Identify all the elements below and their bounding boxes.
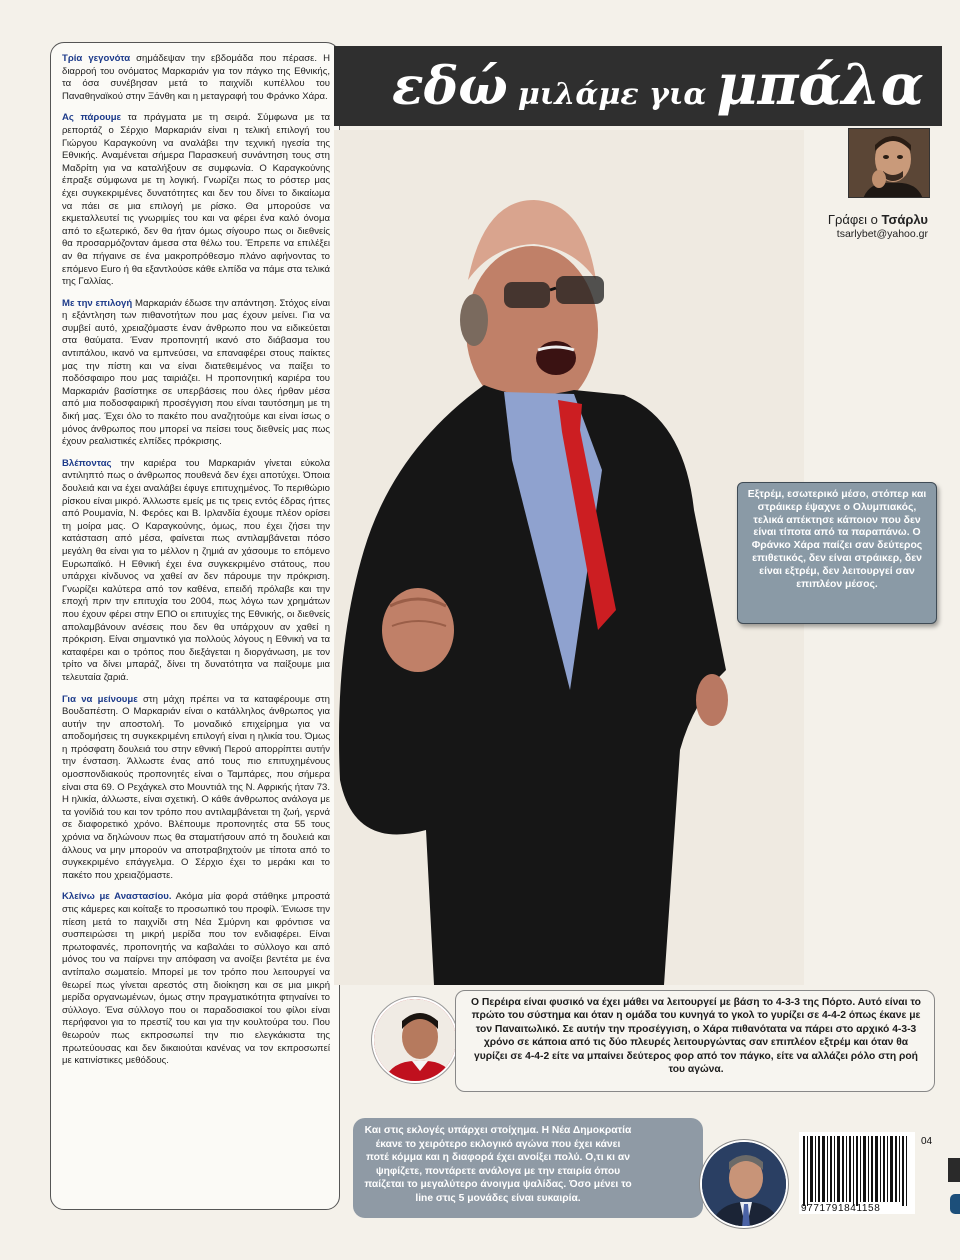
callout-text: Εξτρέμ, εσωτερικό μέσο, στόπερ και στράικερ έψαχνε ο Ολυμπιακός, τελικά απέκτησε κάποιον που δεν είναι τίποτα από τα παραπάνω. Ο Φράνκο Χάρα παίζει σαν δεύτερος επιθετικός, δεν είναι στράικερ, δεν είναι εξτρέμ, δεν λειτουργεί σαν επιπλέον μέσος.: [747, 489, 927, 590]
article-paragraph-5: [62, 694, 330, 883]
paragraph-lead: Με την επιλογή: [62, 297, 133, 309]
title-part-2: μιλάμε για: [517, 77, 707, 112]
article-paragraph-6: [62, 891, 330, 1067]
barcode-number: 9771791841158: [801, 1203, 881, 1214]
title-part-1: εδώ: [392, 56, 508, 117]
title-part-3: μπάλα: [716, 52, 924, 118]
paragraph-lead: Βλέποντας: [62, 457, 112, 469]
main-photo: [334, 130, 804, 985]
edge-tab: [948, 1158, 960, 1182]
paragraph-lead: Ας πάρουμε: [62, 112, 122, 124]
header-banner: [334, 46, 942, 126]
article-paragraph-3: [62, 298, 330, 449]
article-paragraph-4: [62, 458, 330, 685]
elections-box: [353, 1118, 703, 1218]
article-column: [50, 42, 340, 1210]
page-title: [392, 52, 924, 118]
paragraph-text: σημάδεψαν την εβδομάδα που πέρασε. Η διαρροή του ονόματος Μαρκαριάν για τον πάγκο της Εθνικής, τα όσα συνέβησαν μετά το παιχνίδι κυπέλλου του Παναθηναϊκού στην Ξάνθη και η μεταγραφή του Φράνκο Χάρα.: [62, 53, 330, 102]
politician-photo: [700, 1140, 788, 1228]
edge-tab-blue: [950, 1194, 960, 1214]
pereira-photo: [372, 997, 458, 1083]
barcode: [799, 1132, 915, 1214]
paragraph-text: Ακόμα μία φορά στάθηκε μπροστά στις κάμερες και κοίταξε το προσωπικό του προφίλ. Ένιωσε την πίεση μετά το παιχνίδι στη Νέα Σμύρνη και φρόντισε να συσπειρώσει τη μικρή μερίδα που τον ενδιαφέρει. Είναι πρωτοφανές, προπονητής να καβαλάει το σύλλογο και από μόνος του να παίρνει την απόφαση να ανοίξει βεντέτα με ένα αντίπαλο σωματείο. Μπορεί με τον τρόπο που λειτουργεί να θεωρεί πως γίνεται αρεστός στη διοίκηση και σε μια μικρή μερίδα οργανωμένων, όμως στην πραγματικότητα φτηναίνει το σύλλογο. Ένα σύλλογο που οι παραδοσιακοί του φίλοι είναι περήφανοι για το πρεστίζ του και για την κουλτούρα του. Που θεωρούν πως εκπροσωπεί την πιο ελεγκάκιστα της πρωτεύουσας και δεν δικαιούται κανένας να τον εκπροσωπεί με κατινίστικες μεθόδους.: [62, 891, 330, 1067]
issue-number: 04: [921, 1136, 933, 1147]
paragraph-lead: Κλείνω με Αναστασίου.: [62, 891, 172, 903]
author-prefix: Γράφει ο: [827, 212, 878, 227]
paragraph-text: την καριέρα του Μαρκαριάν γίνεται εύκολα αντιληπτό πως ο άνθρωπος πουθενά δεν έχει αποτύχει. Όποια δουλειά και να έχει αναλάβει έφυγε επιτυχημένος. Το περιθώριο ρίσκου είναι μικρό. Άλλωστε εμείς με τις τρεις εντός έδρας ήττες από Ρουμανία, Ν. Φερόες και Β. Ιρλανδία έχουμε πλέον ορίσει τη μοίρα μας. Ο Καραγκούνης, όμως, που έχει ζήσει την κατάσταση από μέσα, φαίνεται πως αντιλαμβάνεται πόσο μεγάλη θα είναι για το μέλλον η ζημιά αν χάσουμε το επόμενο Ευρωπαϊκό. Η Εθνική έχει ένα συγκεκριμένο στάτους, που υπάρχει κίνδυνος να χαθεί αν δεν πάρουμε την πρόκριση. Γνωρίζει καλύτερα από τον καθένα, επειδή πρόλαβε και την εποχή πριν την επιτυχία του 2004, πως λόγω των χρημάτων που έχουν φέρει στην ΕΠΟ οι επιτυχίες της Εθνικής, οι διεθνείς απολαμβάνουν ανέσεις που δεν θα υπάρχουν αν χαθεί η πρόκριση. Είναι σημαντικό για πολλούς λόγους η Εθνική να τα καταφέρει και ο τρόπος που διεξάγεται η διοργάνωση, με τον τρίτο να δίνει μπαράζ, δίνει τη δυνατότητα να παίξουμε μια τελευταία ζαριά.: [62, 457, 330, 683]
paragraph-lead: Για να μείνουμε: [62, 693, 138, 705]
paragraph-text: τα πράγματα με τη σειρά. Σύμφωνα με τα ρεπορτάζ ο Σέρχιο Μαρκαριάν είναι η τελική επιλογή του Γιώργου Καραγκούνη να αναλάβει την τεχνική ηγεσία της Εθνικής. Αναμένεται σήμερα Παρασκευή συνάντηση τους στη Μαδρίτη για να καταλήξουν σε συμφωνία. Ο Καραγκούνης έπραξε σύμφωνα με τη λογική. Γνωρίζει πως το ρόστερ μας έχει συγκεκριμένες δυνατότητες και δεν του δίνει το δικαίωμα να πάει σε μια επιλογή με ρίσκο. Θα μπορούσε να εκμεταλλευτεί τις γνωριμίες του και να φέρει ένα καλό όνομα από το εξωτερικό, δεν θα ήταν όμως σίγουρο πως οι διεθνείς θα προσαρμόζονταν άμεσα στα θέλω του. Έπρεπε να επιλέξει αν θα πήγαινε σε ένα μακροπρόθεσμο πλάνο αφήνοντας το επόμενο Euro ή θα εξαντλούσε κάθε ελπίδα να πάμε στα τελικά της Γαλλίας.: [62, 112, 330, 288]
elections-text: Και στις εκλογές υπάρχει στοίχημα. Η Νέα Δημοκρατία έκανε το χειρότερο εκλογικό αγώνα που έχει κάνει ποτέ κόμμα και η διαφορά έχει ανοίξει πολύ. Ο,τι κι αν ψηφίζετε, ποντάρετε ανάλογα με την εταιρία όπου παίζεται το μεγαλύτερο άνοιγμα ψαλίδας. Όσο μένει το line στις 5 μονάδες είναι ευκαιρία.: [364, 1125, 632, 1204]
pereira-text: Ο Περέιρα είναι φυσικό να έχει μάθει να λειτουργεί με βάση το 4-3-3 της Πόρτο. Αυτό είναι το πρώτο του σύστημα και όταν η ομάδα του κυνηγά το γκολ το γυρίζει σε 4-4-2 όπως έκανε με τον Παναιτωλικό. Σε αυτήν την προσέγγιση, ο Χάρα πιθανότατα να πάρει στο αρχικό 4-3-3 χρόνο σε κάποια από τις δύο πλευρές λειτουργώντας σαν επιπλέον εξτρέμ και όταν θα γυρίζει σε 4-4-2 είτε να μπαίνει δεύτερος φορ από τον πάγκο, είτε να αλλάζει ρόλο στη ροή του αγώνα.: [471, 997, 921, 1076]
author-email: tsarlybet@yahoo.gr: [836, 228, 928, 240]
author-byline: [828, 212, 928, 227]
article-paragraph-1: [62, 53, 330, 103]
author-name: Τσάρλυ: [881, 212, 928, 227]
paragraph-text: Μαρκαριάν έδωσε την απάντηση. Στόχος είναι η εξάντληση των πιθανοτήτων που μας έχουν μείνει. Για να συμβεί αυτό, χρειαζόμαστε έναν άνθρωπο που να ειδικεύεται στα θαύματα. Έναν προπονητή ικανό στο διάβασμα του αντιπάλου, ικανό να εμπνεύσει, να επαναφέρει στους παίκτες μας την πίστη και να είναι διατεθειμένος να παίξει το ποδόσφαιρο που μας ταιριάζει. Η προπονητική καριέρα του Μαρκαριάν βασίστηκε σε υπερβάσεις που όλες ήρθαν μέσα από μια ποδοσφαιρική προσέγγιση που είναι ταυτόσημη με τη δική μας. Έχει όλο το πακέτο που αναζητούμε και είναι ίσως ο μόνος άνθρωπος που μπορεί να πείσει τους διεθνείς μας πως έχουν ρεαλιστικές ελπίδες πρόκρισης.: [62, 297, 330, 448]
pereira-box: [455, 990, 935, 1092]
article-paragraph-2: [62, 112, 330, 288]
paragraph-lead: Τρία γεγονότα: [62, 53, 131, 64]
author-photo: [848, 128, 930, 198]
franco-jara-callout: [737, 482, 937, 624]
paragraph-text: στη μάχη πρέπει να τα καταφέρουμε στη Βουδαπέστη. Ο Μαρκαριάν είναι ο κατάλληλος άνθρωπος για αυτήν την αποστολή. Το μοναδικό επιχείρημα για να αποδομήσεις τη συγκεκριμένη επιλογή είναι η ηλικία του. Όμως η πρόσφατη δουλειά του στην εθνική Περού απορρίπτει αυτήν την ένσταση. Άλλωστε ένας από τους πιο επιτυχημένους ομοσπονδιακούς προπονητές είναι ο Ταμπάρες, που σήμερα είναι στα 69. Ο Ρεχάγκελ στο Μουντιάλ της Ν. Αφρικής ήταν 73. Η ηλικία, άλλωστε, είναι σχετική. Ο κάθε άνθρωπος ανάλογα με τα γονίδιά του και τον τρόπο που αντιλαμβάνεται τη ζωή, γερνά σε διαφορετικό χρόνο. Βλέπουμε προπονητές στα 55 τους χρόνια να δηλώνουν πως θα σταματήσουν από τη δουλειά και άλλους να μην μπορούν να αποτραβηχτούν με τίποτα από το συγκεκριμένο επάγγελμα. Ο Σέρχιο έχει το μεράκι και το πακέτο που χρειαζόμαστε.: [62, 693, 330, 881]
